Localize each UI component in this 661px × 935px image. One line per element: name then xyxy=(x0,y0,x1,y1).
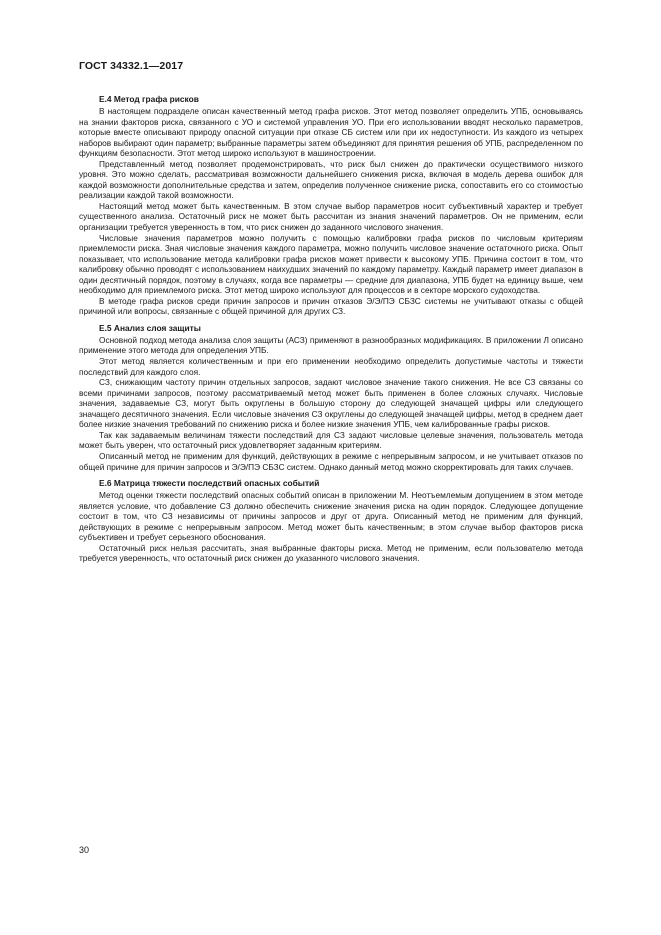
standard-title: ГОСТ 34332.1—2017 xyxy=(79,60,184,72)
paragraph: В методе графа рисков среди причин запросов и причин отказов Э/Э/ПЭ СБЗС системы не учитывают отказы с общей причиной или вопросы, связанные с общей причиной для других СЗ. xyxy=(79,295,583,317)
paragraph: Метод оценки тяжести последствий опасных событий описан в приложении М. Неотъемлемым допущением в этом методе является условие, что добавление СЗ должно обеспечить снижение значения риска на один порядок. Следующее допущение состоит в том, что СЗ независимы от причины запросов и друг от друга. Описанный метод не применим для функций, действующих в режиме с непрерывным запросом. Метод может быть качественным; в этом случае выбор факторов риска субъективен и требует серьезного обоснования. xyxy=(79,490,583,543)
paragraph: СЗ, снижающим частоту причин отдельных запросов, задают числовое значение такого снижения. Не все СЗ связаны со всеми причинами запросов, поэтому рассматриваемый метод может быть применен в более сложных случаях. Числовые значения, задаваемые СЗ, могут быть округлены в большую сторону до следующей значащей цифры или следующего значащего десятичного значения. Если числовые значения СЗ округлены до следующей значащей цифры, метод в среднем дает более низкие значения требований по снижению риска и более низкие значения УПБ, чем калиброванные графы рисков. xyxy=(79,377,583,430)
section-e4 xyxy=(79,94,583,317)
section-heading: Е.6 Матрица тяжести последствий опасных событий xyxy=(99,478,320,489)
section-e6 xyxy=(79,478,583,564)
paragraph: Описанный метод не применим для функций, действующих в режиме с непрерывным запросом, и не учитывает отказов по общей причине для причин запросов и Э/Э/ПЭ СБЗС систем. Однако данный метод можно скорректировать для таких случаев. xyxy=(79,450,583,472)
paragraph: Представленный метод позволяет продемонстрировать, что риск был снижен до практически осуществимого низкого уровня. Это можно сделать, рассматривая возможности дальнейшего снижения риска, включая в модель дерева ошибок для каждой возможности дополнительные средства и затем, определив полученное снижение риска, сопоставить его со стоимостью реализации каждой такой возможности. xyxy=(79,158,583,201)
paragraph: Числовые значения параметров можно получить с помощью калибровки графа рисков по числовым критериям приемлемости риска. Зная числовые значения каждого параметра, можно получить числовое значение остаточного риска. Опыт показывает, что использование метода калибровки графа рисков может привести к высокому УПБ. Причина состоит в том, что калибровку обычно проводят с использованием наихудших значений по каждому параметру. Каждый параметр имеет диапазон в один десятичный порядок, поэтому в случаях, когда все параметры — средние для диапазона, УПБ будет на единицу выше, чем необходимо для приемлемого риска. Этот метод широко используют для процессов и в секторе морского судоходства. xyxy=(79,232,583,296)
paragraph: В настоящем подразделе описан качественный метод графа рисков. Этот метод позволяет определить УПБ, основываясь на знании факторов риска, связанного с УО и системой управления УО. При его использовании вводят несколько параметров, которые вместе описывают природу опасной ситуации при отказе СБ систем или при их недоступности. Из каждого из четырех наборов выбирают один параметр; выбранные параметры затем объединяют для принятия решения об УПБ, распределенном по функциям безопасности. Этот метод широко используют в машиностроении. xyxy=(79,106,583,159)
section-heading: Е.5 Анализ слоя защиты xyxy=(99,322,201,333)
paragraph: Этот метод является количественным и при его применении необходимо определить допустимые частоты и тяжести последствий для каждого слоя. xyxy=(79,356,583,377)
paragraph: Так как задаваемым величинам тяжести последствий для СЗ задают числовые целевые значения, пользователь метода может быть уверен, что остаточный риск удовлетворяет заданным критериям. xyxy=(79,429,583,451)
paragraph: Основной подход метода анализа слоя защиты (АСЗ) применяют в разнообразных модификациях. В приложении Л описано применение этого метода для определения УПБ. xyxy=(79,334,583,356)
paragraph: Остаточный риск нельзя рассчитать, зная выбранные факторы риска. Метод не применим, если пользователю метода требуется уверенность, что остаточный риск снижен до указанного числового значения. xyxy=(79,542,583,564)
paragraph: Настоящий метод может быть качественным. В этом случае выбор параметров носит субъективный характер и требует существенного анализа. Остаточный риск не может быть рассчитан из знания значений параметров. Он не применим, если организации требуется уверенность в том, что риск снижен до заданного числового значения. xyxy=(79,200,583,233)
page-number: 30 xyxy=(79,845,90,855)
section-e5 xyxy=(79,323,583,472)
section-heading: Е.4 Метод графа рисков xyxy=(99,94,199,104)
document-body xyxy=(79,94,583,570)
